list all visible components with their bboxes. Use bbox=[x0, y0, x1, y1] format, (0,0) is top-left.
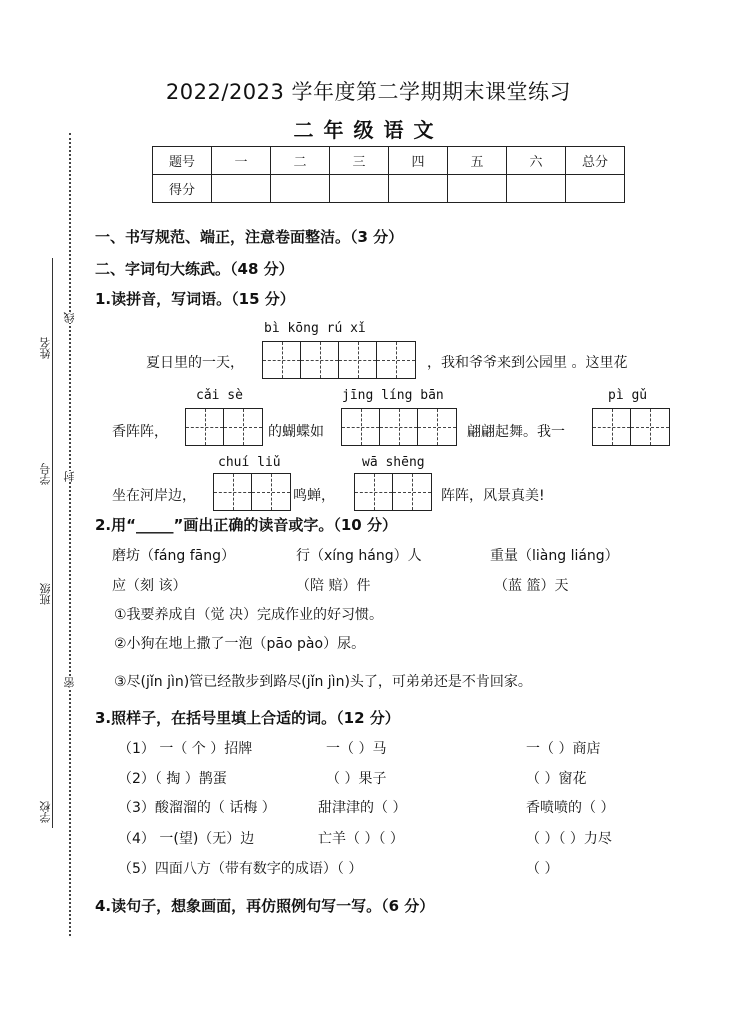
q3-item[interactable]: （1） 一（ 个 ）招牌 bbox=[118, 741, 253, 757]
q2-sentence[interactable]: ③尽(jǐn jìn)管已经散步到路尽(jǐn jìn)头了，可弟弟还是不肯回家。 bbox=[114, 674, 532, 690]
q2-item[interactable]: 磨坊（fáng fāng） bbox=[112, 548, 235, 564]
q3-item[interactable]: （2）（ 掏 ）鹊蛋 bbox=[118, 771, 227, 787]
q1-text: 坐在河岸边， bbox=[112, 488, 196, 504]
section-one-heading: 一、书写规范、端正，注意卷面整洁。（3 分） bbox=[95, 228, 404, 246]
q2-item[interactable]: 重量（liàng liáng） bbox=[490, 548, 619, 564]
score-table bbox=[152, 146, 625, 203]
binding-dotted-line bbox=[69, 133, 71, 936]
score-cell: 四 bbox=[389, 147, 448, 175]
q3-item[interactable]: （4） 一(望)（无）边 bbox=[118, 831, 255, 847]
q2-item[interactable]: （蓝 篮）天 bbox=[494, 578, 569, 594]
score-input-cell[interactable] bbox=[212, 175, 271, 203]
score-input-cell[interactable] bbox=[566, 175, 625, 203]
score-cell: 六 bbox=[507, 147, 566, 175]
score-cell: 题号 bbox=[153, 147, 212, 175]
writing-grid[interactable] bbox=[262, 341, 416, 379]
q3-item[interactable]: 香喷喷的（ ） bbox=[526, 800, 615, 816]
q2-item[interactable]: 行（xíng háng）人 bbox=[296, 548, 422, 564]
score-input-cell[interactable] bbox=[271, 175, 330, 203]
pinyin-label: chuí liǔ bbox=[218, 455, 281, 470]
q3-item[interactable]: （ ）（ ）力尽 bbox=[526, 831, 612, 847]
score-table-score-row bbox=[153, 175, 625, 203]
seal-char-feng: 封 bbox=[63, 471, 76, 482]
q1-text: 的蝴蝶如 bbox=[268, 424, 324, 440]
seal-char-xian: 线 bbox=[63, 312, 76, 323]
writing-grid[interactable] bbox=[354, 473, 432, 511]
score-cell: 二 bbox=[271, 147, 330, 175]
score-cell: 五 bbox=[448, 147, 507, 175]
q2-sentence[interactable]: ②小狗在地上撒了一泡（pāo pào）尿。 bbox=[114, 636, 366, 652]
score-cell: 三 bbox=[330, 147, 389, 175]
score-input-cell[interactable] bbox=[389, 175, 448, 203]
q4-heading: 4.读句子，想象画面，再仿照例句写一写。（6 分） bbox=[95, 897, 435, 915]
pinyin-label: bì kōng rú xǐ bbox=[264, 321, 366, 336]
q3-item[interactable]: 一（ ）商店 bbox=[526, 741, 601, 757]
margin-label-student-id: 学号 bbox=[39, 463, 52, 485]
pinyin-label: wā shēng bbox=[362, 455, 425, 470]
margin-label-name: 姓名 bbox=[39, 337, 52, 359]
pinyin-label: cǎi sè bbox=[196, 388, 243, 403]
q1-text: 夏日里的一天， bbox=[146, 355, 244, 371]
q3-item[interactable]: 甜津津的（ ） bbox=[318, 800, 407, 816]
q3-item[interactable]: （ ） bbox=[526, 861, 559, 877]
pinyin-label: jīng líng bān bbox=[342, 388, 444, 403]
q2-heading: 2.用“_____”画出正确的读音或字。（10 分） bbox=[95, 516, 397, 534]
score-input-cell[interactable] bbox=[330, 175, 389, 203]
page-title: 2022/2023 学年度第二学期期末课堂练习 bbox=[165, 80, 572, 104]
score-cell: 总分 bbox=[566, 147, 625, 175]
q1-text: 鸣蝉， bbox=[293, 488, 335, 504]
score-input-cell[interactable] bbox=[507, 175, 566, 203]
q3-item[interactable]: 一（ ）马 bbox=[326, 741, 387, 757]
q1-heading: 1.读拼音，写词语。（15 分） bbox=[95, 290, 295, 308]
score-table-header-row bbox=[153, 147, 625, 175]
q3-item[interactable]: （3）酸溜溜的（ 话梅 ） bbox=[118, 800, 276, 816]
q1-text: 阵阵，风景真美! bbox=[441, 488, 545, 504]
margin-label-school: 学校 bbox=[39, 801, 52, 823]
writing-grid[interactable] bbox=[185, 408, 263, 446]
writing-grid[interactable] bbox=[341, 408, 457, 446]
score-cell: 一 bbox=[212, 147, 271, 175]
writing-grid[interactable] bbox=[592, 408, 670, 446]
writing-grid[interactable] bbox=[213, 473, 291, 511]
q3-item[interactable]: （5）四面八方（带有数字的成语）（ ） bbox=[118, 861, 363, 877]
q1-text: ，我和爷爷来到公园里 。这里花 bbox=[427, 355, 628, 371]
q3-heading: 3.照样子，在括号里填上合适的词。（12 分） bbox=[95, 709, 400, 727]
q2-item[interactable]: （陪 赔）件 bbox=[296, 578, 371, 594]
pinyin-label: pì gǔ bbox=[608, 388, 648, 403]
q3-item[interactable]: 亡羊（ ）（ ） bbox=[318, 831, 404, 847]
q1-text: 翩翩起舞。我一 bbox=[467, 424, 565, 440]
q3-item[interactable]: （ ）窗花 bbox=[526, 771, 587, 787]
q1-text: 香阵阵， bbox=[112, 424, 168, 440]
seal-char-mi: 密 bbox=[63, 677, 76, 688]
q2-item[interactable]: 应（刻 该） bbox=[112, 578, 187, 594]
score-cell: 得分 bbox=[153, 175, 212, 203]
q3-item[interactable]: （ ）果子 bbox=[326, 771, 387, 787]
page-subtitle: 二年级语文 bbox=[293, 118, 444, 142]
score-input-cell[interactable] bbox=[448, 175, 507, 203]
section-two-heading: 二、字词句大练武。（48 分） bbox=[95, 260, 294, 278]
margin-label-class: 班级 bbox=[39, 583, 52, 605]
q2-sentence[interactable]: ①我要养成自（觉 决）完成作业的好习惯。 bbox=[114, 607, 383, 623]
